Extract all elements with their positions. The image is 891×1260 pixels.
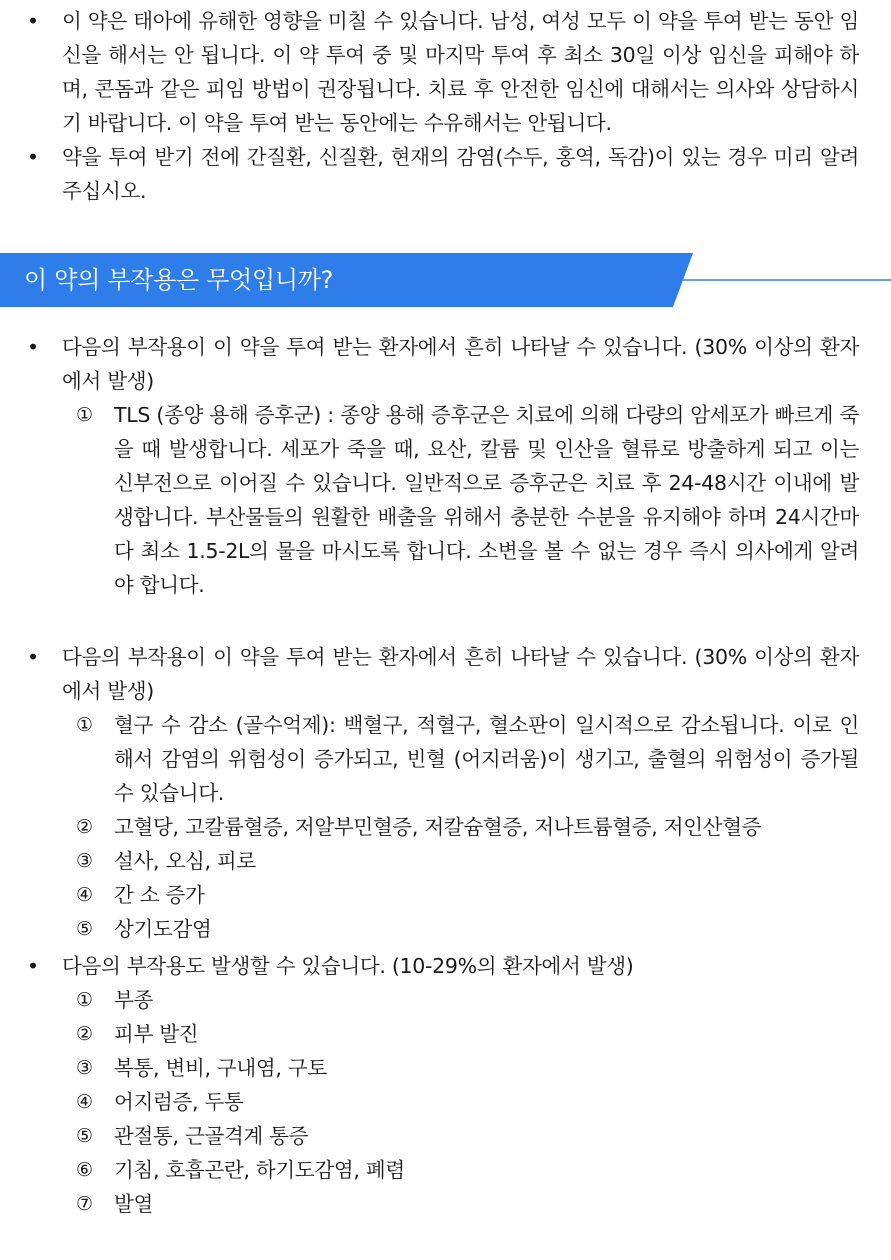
intro-section	[0, 4, 891, 208]
sub-list-item	[0, 1153, 891, 1187]
item-number: ⑤	[76, 918, 93, 940]
list-item	[0, 4, 891, 140]
item-text: 부종	[114, 988, 154, 1012]
item-text: 발열	[114, 1192, 154, 1216]
sub-list-item	[0, 844, 891, 878]
item-text: TLS (종양 용해 증후군) : 종양 용해 증후군은 치료에 의해 다량의 암세포가 빠르게 죽을 때 발생합니다. 세포가 죽을 때, 요산, 칼륨 및 인산을 혈류로 방출하게 되고 이는 신부전으로 이어질 수 있습니다. 일반적으로 증후군은 치료 후 24-48시간 이내에 발생합니다. 부산물들의 원활한 배출을 위해서 충분한 수분을 유지해야 하며 24시간마다 최소 1.5-2L의 물을 마시도록 합니다. 소변을 볼 수 없는 경우 즉시 의사에게 알려야 합니다.	[114, 403, 859, 597]
item-number: ⑥	[76, 1159, 93, 1181]
section-title: 이 약의 부작용은 무엇입니까?	[24, 266, 334, 294]
sub-list-item	[0, 912, 891, 946]
bullet-text: 다음의 부작용이 이 약을 투여 받는 환자에서 흔히 나타날 수 있습니다. (30% 이상의 환자에서 발생)	[62, 645, 859, 703]
item-number: ③	[76, 850, 93, 872]
bullet-marker: •	[27, 954, 39, 978]
sub-list-item	[0, 1085, 891, 1119]
sub-list-item	[0, 1051, 891, 1085]
item-number: ⑤	[76, 1125, 93, 1147]
list-item	[0, 140, 891, 208]
bullet-marker: •	[27, 9, 39, 33]
list-item	[0, 330, 891, 398]
sub-list-item	[0, 810, 891, 844]
bullet-text: 다음의 부작용이 이 약을 투여 받는 환자에서 흔히 나타날 수 있습니다. (30% 이상의 환자에서 발생)	[62, 335, 859, 393]
side-effect-group-less-common	[0, 949, 891, 1221]
item-text: 혈구 수 감소 (골수억제): 백혈구, 적혈구, 혈소판이 일시적으로 감소됩니다. 이로 인해서 감염의 위험성이 증가되고, 빈혈 (어지러움)이 생기고, 출혈의 위험성이 증가될 수 있습니다.	[114, 713, 859, 805]
item-number: ③	[76, 1057, 93, 1079]
side-effect-group-common-2	[0, 640, 891, 946]
bullet-marker: •	[27, 335, 39, 359]
item-number: ①	[76, 404, 93, 426]
item-number: ④	[76, 1091, 93, 1113]
sub-list-item	[0, 398, 891, 602]
side-effect-group-common-1	[0, 330, 891, 602]
sub-list-item	[0, 878, 891, 912]
list-item	[0, 640, 891, 708]
bullet-marker: •	[27, 645, 39, 669]
item-text: 복통, 변비, 구내염, 구토	[114, 1056, 327, 1080]
item-text: 기침, 호흡곤란, 하기도감염, 폐렴	[114, 1158, 405, 1182]
item-text: 설사, 오심, 피로	[114, 849, 256, 873]
sub-list-item	[0, 708, 891, 810]
item-text: 피부 발진	[114, 1022, 199, 1046]
item-text: 어지럼증, 두통	[114, 1090, 244, 1114]
sub-list-item	[0, 1187, 891, 1221]
section-header	[0, 253, 891, 307]
item-number: ④	[76, 884, 93, 906]
item-number: ①	[76, 714, 93, 736]
item-text: 관절통, 근골격계 통증	[114, 1124, 309, 1148]
bullet-text: 약을 투여 받기 전에 간질환, 신질환, 현재의 감염(수두, 홍역, 독감)이 있는 경우 미리 알려주십시오.	[62, 145, 859, 203]
sub-list-item	[0, 983, 891, 1017]
bullet-text: 이 약은 태아에 유해한 영향을 미칠 수 있습니다. 남성, 여성 모두 이 약을 투여 받는 동안 임신을 해서는 안 됩니다. 이 약 투여 중 및 마지막 투여 후 최소 30일 이상 임신을 피해야 하며, 콘돔과 같은 피임 방법이 권장됩니다. 치료 후 안전한 임신에 대해서는 의사와 상담하시기 바랍니다. 이 약을 투여 받는 동안에는 수유해서는 안됩니다.	[62, 9, 859, 135]
sub-list-item	[0, 1017, 891, 1051]
item-text: 고혈당, 고칼륨혈증, 저알부민혈증, 저칼슘혈증, 저나트륨혈증, 저인산혈증	[114, 815, 762, 839]
item-number: ①	[76, 989, 93, 1011]
list-item	[0, 949, 891, 983]
item-text: 상기도감염	[114, 917, 212, 941]
sub-list-item	[0, 1119, 891, 1153]
item-number: ②	[76, 816, 93, 838]
bullet-marker: •	[27, 145, 39, 169]
bullet-text: 다음의 부작용도 발생할 수 있습니다. (10-29%의 환자에서 발생)	[62, 954, 634, 978]
item-number: ⑦	[76, 1193, 93, 1215]
item-text: 간 소 증가	[114, 883, 205, 907]
item-number: ②	[76, 1023, 93, 1045]
